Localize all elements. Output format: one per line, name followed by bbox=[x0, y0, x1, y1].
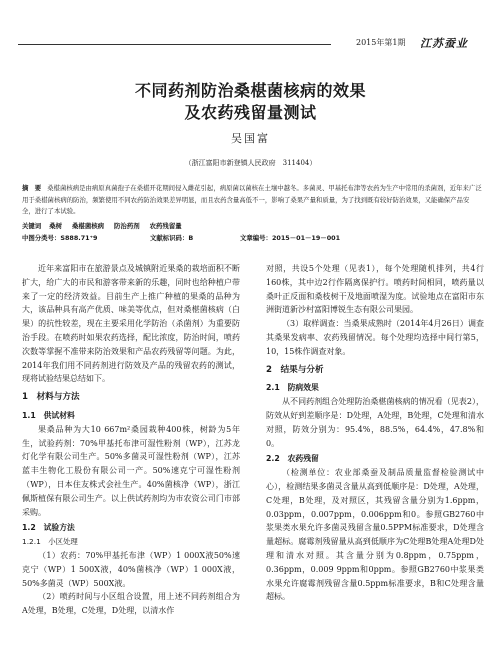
author-affiliation: （浙江富阳市新登镇人民政府 311404） bbox=[184, 159, 317, 167]
running-header bbox=[0, 36, 501, 50]
abstract-text: 桑椹菌核病是由病原真菌孢子在桑椹开花期间侵入雌花引起，病原菌以菌核在土壤中越冬。多菌灵、甲基托布津等农药为生产中常用的杀菌剂，近年来广泛用于桑椹菌核病的防治，频繁使用不同农药防治效果差异明显，而且农药含量高低不一，影响了桑果产量和质量，为了找到既有较好防治效果，又能确保产品安全，进行了本试验。 bbox=[22, 184, 482, 215]
article-number: 文章编号：2015－01－19－001 bbox=[240, 234, 341, 242]
article-title-line2: 及农药残留量测试 bbox=[184, 103, 317, 122]
author-name: 吴国富 bbox=[231, 132, 270, 145]
subsection-heading: 2.2 农药残留 bbox=[266, 454, 319, 464]
spray-paragraph: （2）喷药时间与小区组合设置，用上述不同药剂组合为A处理，B处理，C处理，D处理，以清水作 bbox=[22, 592, 240, 616]
subsection-heading: 1.2 试验方法 bbox=[22, 523, 75, 533]
article-title-line1: 不同药剂防治桑椹菌核病的效果 bbox=[134, 81, 366, 100]
continued-paragraph: 对照，共设5个处理（见表1），每个处理随机排列，共4行160株，其中边2行作隔离保护行。喷药时间相同，喷药量以桑叶正反面和桑枝树干及地面喷湿为度。试验地点在富阳市东洲街道新沙村富阳博锐生态有限公司果园。 bbox=[266, 264, 484, 315]
abstract-label: 摘 要 bbox=[22, 184, 42, 192]
pesticide-paragraph: （1）农药：70%甲基托布津（WP）1 000X液50%速克宁（WP）1 500X液，40%菌核净（WP）1 000X液，50%多菌灵（WP）500X液。 bbox=[22, 550, 240, 588]
keywords bbox=[22, 221, 482, 233]
efficacy-paragraph: 从不同药剂组合处理防治桑椹菌核病的情况看（见表2），防效从好到差顺序是：D处理，A处理，B处理，C处理和清水对照，防效分别为：95.4%，88.5%，64.4%，47.8%和0。 bbox=[266, 397, 484, 448]
abstract bbox=[22, 183, 482, 218]
body-column-left bbox=[22, 262, 240, 618]
sampling-paragraph: （3）取样调查：当桑果成熟时（2014年4月26日）调查其桑果发病率、农药残留情况。每个处理均选择中间行第5，10，15株作调查对象。 bbox=[266, 319, 484, 356]
keyword: 桑椹菌核病 bbox=[72, 222, 104, 230]
subsection-heading: 2.1 防病效果 bbox=[266, 383, 319, 393]
keyword: 农药残留量 bbox=[149, 222, 182, 230]
document-code: 文献标识码：B bbox=[150, 234, 194, 242]
body-column-right bbox=[266, 262, 484, 604]
materials-paragraph: 果桑品种为大10 667m²桑园栽种400株，树龄为5年生，试验药剂：70%甲基托布津可湿性粉剂（WP），江苏龙灯化学有限公司生产。50%多菌灵可湿性粉剂（WP），江苏蓝丰生物化工股份有限公司一产。50%速克宁可湿性粉剂（WP），日本住友株式会社生产。40%菌核净（WP），浙江佩斯植保有限公司生产。以上供试药剂均为市农资公司门市部采购。 bbox=[22, 424, 240, 517]
keyword: 桑树 bbox=[49, 222, 62, 230]
clc-number: 中图分类号：S888.71⁺9 bbox=[22, 234, 98, 242]
issue-label: 2015年第1期 bbox=[356, 38, 406, 47]
subsection-heading: 1.1 供试材料 bbox=[22, 410, 75, 420]
keyword: 防治药剂 bbox=[114, 222, 140, 230]
section-heading: 2 结果与分析 bbox=[266, 364, 324, 375]
section-heading: 1 材料与方法 bbox=[22, 392, 80, 403]
residue-paragraph: （检测单位：农业部桑蚕及制品质量监督检验测试中心），检测结果多菌灵含量从高到低顺序是：D处理，A处理，C处理，B处理，及对照区，其残留含量分别为1.6ppm，0.03ppm，0.007ppm，0.006ppm和0。参照GB2760中浆果类水果允许多菌灵残留含量0.5PPM标准要求，D处理含量超标。腐霉剂残留量从高到低顺序为C处理B处理A处理D处理和清水对照。其含量分别为0.8ppm，0.75ppm，0.36ppm，0.009 9ppm和0ppm。参照GB2760中浆果类水果允许腐霉剂残留含量0.5ppm标准要求，B和C处理含量超标。 bbox=[266, 468, 484, 602]
subsubsection-heading: 1.2.1 小区处理 bbox=[22, 537, 78, 547]
journal-name: 江苏蚕业 bbox=[420, 37, 468, 50]
intro-paragraph: 近年来富阳市在旅游景点及城镇附近果桑的栽培面积不断扩大，给广大的市民和游客带来新的乐趣，同时也给种植户带来了一定的经济效益。目前生产上推广种植的果桑的品种为大，该品种具有高产优质、味美等优点，但对桑椹菌核病（白果）的抗性较差，现在主要采用化学防治（杀菌剂）为重要防治手段。在喷药时如果农药选择，配比浓度，防治时间，喷药次数等掌握不准带来防治效果和产品农药残留等问题。为此，2014年我们用不同药剂进行防效及产品的残留农药的测试，现将试验结果总结如下。 bbox=[22, 264, 240, 384]
keywords-label: 关键词 bbox=[22, 222, 42, 230]
header-rule bbox=[18, 44, 331, 45]
